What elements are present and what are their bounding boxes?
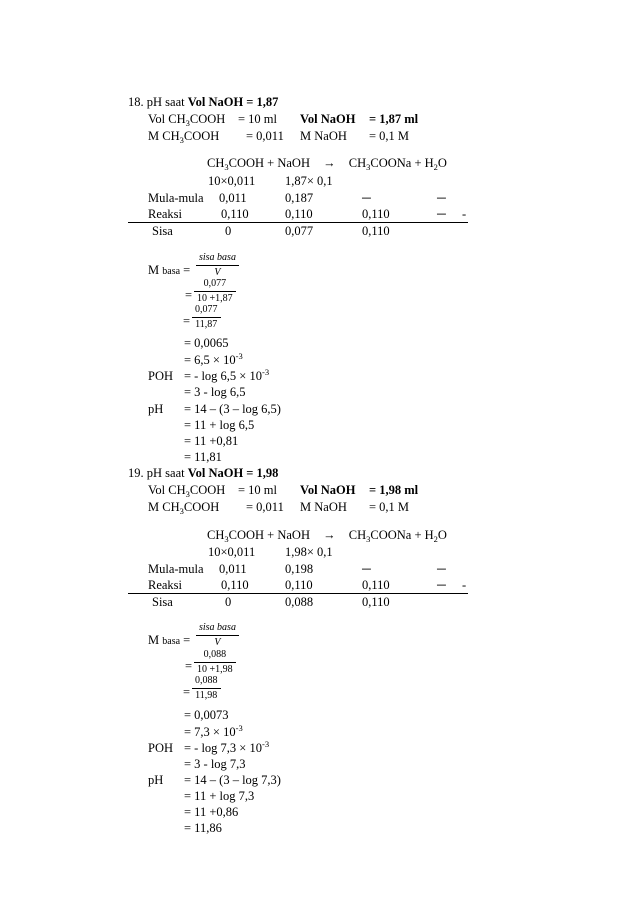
fraction-2	[194, 279, 236, 304]
m-acid	[148, 130, 219, 143]
subscript: 2	[433, 162, 438, 172]
m-base-value: = 0,1 M	[369, 129, 410, 143]
subscript: 3	[366, 534, 371, 544]
calc-acid: 10×0,011	[208, 545, 256, 559]
cell: 0	[225, 224, 232, 238]
problem-number: 19.	[128, 466, 144, 480]
cell: -	[462, 207, 467, 221]
fraction-denominator: 10 +1,87	[197, 293, 233, 304]
fraction-denominator: V	[214, 637, 221, 648]
equals: =	[183, 685, 191, 699]
fraction-1	[196, 253, 239, 278]
result-line	[184, 351, 243, 367]
m-subscript: basa	[162, 266, 181, 277]
ph-line: = 11 + log 6,5	[184, 418, 255, 432]
cell: 0,187	[285, 191, 314, 205]
problem-heading	[128, 96, 278, 109]
fraction-denominator: 11,98	[195, 690, 218, 701]
m-basa-label	[148, 264, 190, 277]
arrow-icon: →	[323, 156, 336, 170]
m-basa-label	[148, 634, 190, 647]
ph-line: = 11 +0,86	[184, 805, 239, 819]
cell: 0,110	[362, 207, 390, 221]
fraction-numerator: sisa basa	[199, 252, 236, 263]
cell: 0,110	[362, 578, 390, 592]
vol-acid-value: = 10 ml	[238, 483, 277, 497]
equals: =	[183, 314, 191, 328]
vol-acid	[148, 484, 225, 497]
title-bold: Vol NaOH = 1,98	[187, 466, 279, 480]
poh-line-2: = 3 - log 7,3	[184, 757, 246, 771]
reaction-equation	[207, 529, 447, 542]
row-label-reaksi: Reaksi	[148, 578, 183, 592]
equals: =	[185, 288, 193, 302]
problem-number: 18.	[128, 95, 144, 109]
superscript: -3	[262, 739, 270, 749]
m-acid-value: = 0,011	[246, 500, 284, 514]
subscript: 3	[185, 489, 190, 499]
m-subscript: basa	[162, 636, 181, 647]
cell: 0,088	[285, 595, 314, 609]
m-acid	[148, 501, 219, 514]
divider	[128, 593, 468, 594]
cell: 0,110	[362, 595, 390, 609]
fraction-numerator: 0,077	[203, 278, 227, 289]
result-text: = 7,3 × 10	[184, 725, 236, 739]
title-bold: Vol NaOH = 1,87	[187, 95, 279, 109]
cell: -	[462, 578, 467, 592]
m-acid-value: = 0,011	[246, 129, 284, 143]
subscript: 3	[366, 162, 371, 172]
row-label-mula: Mula-mula	[148, 562, 204, 576]
result-line: = 0,0065	[184, 336, 229, 350]
fraction-numerator: sisa basa	[199, 622, 236, 633]
cell: 0,110	[221, 578, 249, 592]
row-label-reaksi: Reaksi	[148, 207, 183, 221]
ph-line: = 11 +0,81	[184, 434, 239, 448]
ph-label: pH	[148, 773, 164, 787]
arrow-icon: →	[323, 528, 336, 542]
fraction-3	[192, 305, 221, 330]
ph-result: = 11,86	[184, 821, 222, 835]
problem-heading	[128, 467, 278, 480]
cell: 0,110	[285, 207, 313, 221]
ph-label: pH	[148, 402, 164, 416]
m-acid-label: M CH	[148, 500, 180, 514]
calc-base: 1,87× 0,1	[285, 174, 333, 188]
vol-base-value: = 1,87 ml	[369, 112, 419, 126]
row-label-sisa: Sisa	[152, 224, 173, 238]
m-symbol: M	[148, 263, 160, 277]
calc-base: 1,98× 0,1	[285, 545, 333, 559]
product-1c: O	[437, 156, 447, 170]
cell: ─	[437, 562, 446, 576]
title-prefix: pH saat	[146, 95, 188, 109]
superscript: -3	[262, 367, 270, 377]
vol-acid-tail: COOH	[189, 483, 226, 497]
product-1b: COONa + H	[370, 156, 434, 170]
m-base-value: = 0,1 M	[369, 500, 410, 514]
m-acid-tail: COOH	[183, 129, 220, 143]
reactant-1b: COOH + NaOH	[228, 528, 310, 542]
vol-acid-value: = 10 ml	[238, 112, 277, 126]
title-prefix: pH saat	[146, 466, 188, 480]
m-symbol: M	[148, 633, 160, 647]
m-base-label: M NaOH	[300, 129, 347, 143]
cell: ─	[362, 562, 371, 576]
divider	[128, 222, 468, 223]
fraction-2	[194, 650, 236, 675]
poh-line-2: = 3 - log 6,5	[184, 385, 246, 399]
cell: 0,198	[285, 562, 314, 576]
fraction-denominator: V	[214, 267, 221, 278]
cell: ─	[437, 207, 446, 221]
vol-acid-label: Vol CH	[148, 112, 186, 126]
fraction-numerator: 0,088	[195, 675, 218, 686]
equals: =	[185, 659, 193, 673]
row-label-mula: Mula-mula	[148, 191, 204, 205]
fraction-denominator: 10 +1,98	[197, 664, 233, 675]
product-1: CH	[348, 156, 367, 170]
subscript: 3	[224, 162, 229, 172]
cell: ─	[437, 191, 446, 205]
ph-line: = 14 – (3 – log 6,5)	[184, 402, 281, 416]
equals: =	[183, 633, 191, 647]
superscript: -3	[235, 351, 243, 361]
calc-acid: 10×0,011	[208, 174, 256, 188]
cell: 0,011	[219, 191, 247, 205]
vol-base-value: = 1,98 ml	[369, 483, 419, 497]
cell: 0,011	[219, 562, 247, 576]
product-1c: O	[437, 528, 447, 542]
poh-text: = - log 7,3 × 10	[184, 741, 262, 755]
fraction-numerator: 0,077	[195, 304, 218, 315]
cell: 0,110	[221, 207, 249, 221]
poh-line	[184, 739, 270, 755]
cell: 0,077	[285, 224, 314, 238]
subscript: 3	[179, 135, 184, 145]
vol-acid	[148, 113, 225, 126]
superscript: -3	[235, 723, 243, 733]
reactant-1: CH	[207, 156, 225, 170]
m-acid-tail: COOH	[183, 500, 220, 514]
row-label-sisa: Sisa	[152, 595, 173, 609]
cell: 0,110	[362, 224, 390, 238]
reactant-1b: COOH + NaOH	[228, 156, 310, 170]
product-1: CH	[348, 528, 367, 542]
m-base-label: M NaOH	[300, 500, 347, 514]
cell: 0,110	[285, 578, 313, 592]
fraction-3	[192, 676, 221, 701]
reaction-equation	[207, 157, 447, 170]
vol-acid-label: Vol CH	[148, 483, 186, 497]
reactant-1: CH	[207, 528, 225, 542]
result-line: = 0,0073	[184, 708, 229, 722]
subscript: 2	[433, 534, 438, 544]
equals: =	[183, 263, 191, 277]
fraction-numerator: 0,088	[203, 649, 227, 660]
vol-acid-tail: COOH	[189, 112, 226, 126]
poh-text: = - log 6,5 × 10	[184, 369, 262, 383]
result-line	[184, 723, 243, 739]
cell: ─	[437, 578, 446, 592]
vol-base-label: Vol NaOH	[300, 483, 356, 497]
subscript: 3	[179, 506, 184, 516]
fraction-denominator: 11,87	[195, 319, 218, 330]
subscript: 3	[185, 118, 190, 128]
poh-label: POH	[148, 741, 174, 755]
poh-label: POH	[148, 369, 174, 383]
vol-base-label: Vol NaOH	[300, 112, 356, 126]
ph-result: = 11,81	[184, 450, 222, 464]
fraction-1	[196, 623, 239, 648]
product-1b: COONa + H	[370, 528, 434, 542]
cell: 0	[225, 595, 232, 609]
result-text: = 6,5 × 10	[184, 353, 236, 367]
poh-line	[184, 367, 270, 383]
m-acid-label: M CH	[148, 129, 180, 143]
ph-line: = 14 – (3 – log 7,3)	[184, 773, 281, 787]
subscript: 3	[224, 534, 229, 544]
ph-line: = 11 + log 7,3	[184, 789, 255, 803]
cell: ─	[362, 191, 371, 205]
